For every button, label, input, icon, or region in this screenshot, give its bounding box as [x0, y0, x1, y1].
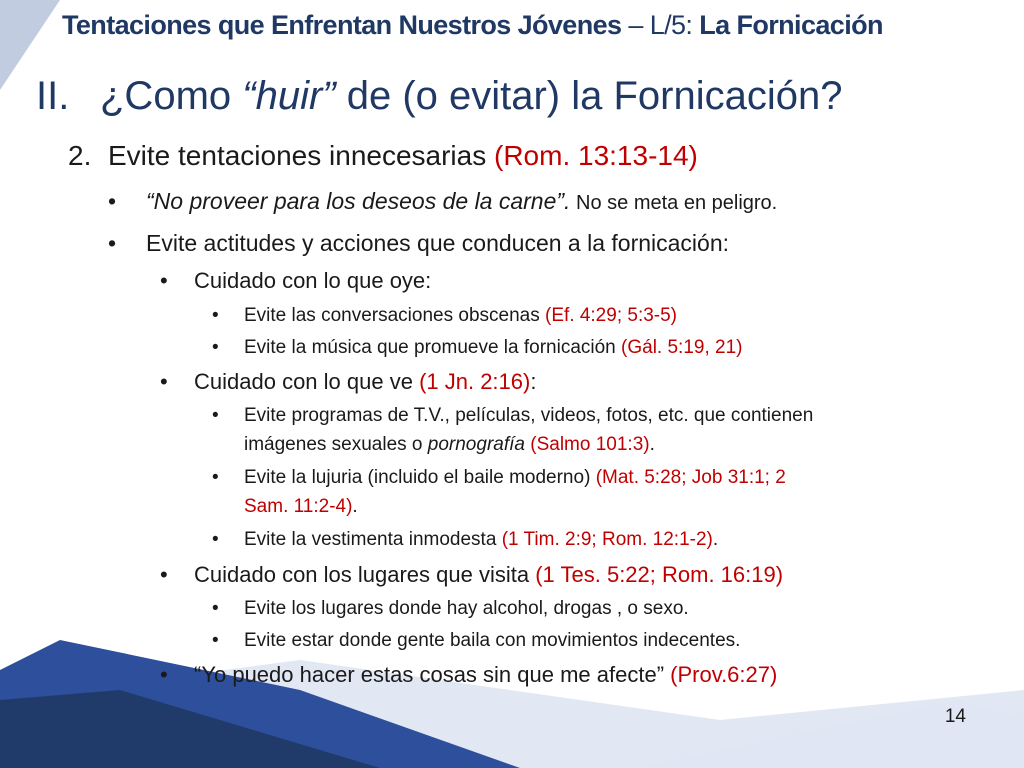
ve-item2-ref-cont: Sam. 11:2-4) — [244, 496, 353, 517]
ve-item3-end: . — [712, 529, 719, 550]
ve-item1-line2-pre: imágenes sexuales o — [244, 434, 428, 455]
header-series-title: Tentaciones que Enfrentan Nuestros Jóvenes — [62, 10, 622, 40]
item-text: Evite estar donde gente baila con movimientos indecentes. — [244, 630, 741, 651]
title-post: de (o evitar) la Fornicación? — [335, 74, 843, 118]
puedo-ref: (Prov.6:27) — [664, 662, 778, 687]
point-2 — [68, 140, 698, 172]
proveer-rest: No se meta en peligro. — [570, 192, 778, 214]
bullet-dot: • — [160, 268, 168, 293]
ve-item3-text: Evite la vestimenta inmodesta — [244, 529, 502, 550]
slide-header — [62, 10, 1012, 41]
bullet-dot: • — [160, 369, 168, 394]
title-italic: “huir” — [242, 74, 336, 118]
item-ref: (Gál. 5:19, 21) — [621, 337, 743, 358]
puedo-text: “Yo puedo hacer estas cosas sin que me afecte” — [194, 662, 665, 687]
bullet-dot: • — [212, 467, 219, 488]
bullet-dot: • — [212, 305, 219, 326]
point-2-text: Evite tentaciones innecesarias — [108, 140, 494, 171]
bullet-dot: • — [212, 598, 219, 619]
item-text: Evite la música que promueve la fornicación — [244, 337, 622, 358]
oye-text: Cuidado con lo que oye: — [194, 268, 432, 293]
actitudes-colon: : — [722, 230, 730, 256]
ve-ref: (1 Jn. 2:16) — [419, 369, 531, 394]
ve-text: Cuidado con lo que ve — [194, 369, 420, 394]
header-dash: – — [621, 10, 650, 40]
ve-item1-end: . — [649, 434, 655, 455]
bullet-dot: • — [160, 662, 168, 687]
actitudes-text: Evite actitudes y acciones que conducen a la fornicación — [146, 230, 723, 256]
bullet-dot: • — [212, 630, 219, 651]
ve-colon: : — [530, 369, 537, 394]
ve-item1-ref: (Salmo 101:3) — [524, 434, 650, 455]
bullet-dot: • — [108, 230, 117, 256]
bullet-dot: • — [108, 188, 117, 214]
item-ref: (Ef. 4:29; 5:3-5) — [545, 305, 678, 326]
bullet-dot: • — [212, 337, 219, 358]
title-pre: ¿Como — [100, 74, 243, 118]
slide-title — [36, 74, 996, 119]
item-text: Evite los lugares donde hay alcohol, drogas , o sexo. — [244, 598, 689, 619]
bullet-dot: • — [160, 562, 168, 587]
ve-item1-italic: pornografía — [427, 434, 525, 455]
page-number: 14 — [944, 706, 966, 727]
point-2-ref: (Rom. 13:13-14) — [494, 140, 698, 171]
ve-item1-line1: Evite programas de T.V., películas, videos, fotos, etc. que contienen — [244, 405, 814, 426]
item-text: Evite las conversaciones obscenas — [244, 305, 545, 326]
bullet-dot: • — [212, 529, 219, 550]
bullet-dot: • — [212, 405, 219, 426]
title-number: II. — [36, 74, 70, 118]
lugares-ref: (1 Tes. 5:22; Rom. 16:19) — [535, 562, 784, 587]
ve-item2-end: . — [352, 496, 358, 517]
header-lesson: L/5: — [649, 10, 700, 40]
lugares-text: Cuidado con los lugares que visita — [194, 562, 536, 587]
proveer-quote: “No proveer para los deseos de la carne”. — [146, 188, 571, 214]
ve-item2-text: Evite la lujuria (incluido el baile moderno) — [244, 467, 596, 488]
ve-item3-ref: (1 Tim. 2:9; Rom. 12:1-2) — [501, 529, 713, 550]
header-topic: La Fornicación — [699, 10, 883, 40]
ve-item2-ref: (Mat. 5:28; Job 31:1; 2 — [595, 467, 786, 488]
point-2-number: 2. — [68, 140, 92, 171]
